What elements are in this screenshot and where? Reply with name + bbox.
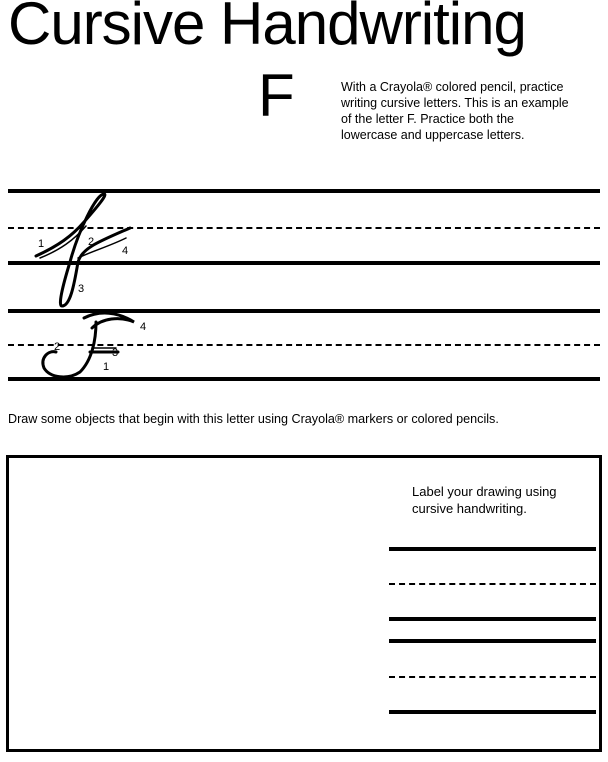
label-writing-line <box>389 547 596 551</box>
intro-line: lowercase and uppercase letters. <box>341 128 525 142</box>
page-title: Cursive Handwriting <box>8 0 526 57</box>
drawing-area[interactable] <box>6 455 602 752</box>
stroke-number: 4 <box>122 245 129 257</box>
label-instruction-line: Label your drawing using <box>412 484 557 499</box>
stroke-number: 1 <box>38 238 45 250</box>
stroke-number: 2 <box>88 236 95 248</box>
label-dashed-line <box>389 676 596 678</box>
intro-line: With a Crayola® colored pencil, practice <box>341 80 564 94</box>
drawing-instruction: Draw some objects that begin with this letter using Crayola® markers or colored pencils. <box>8 412 499 426</box>
featured-letter: F <box>258 62 295 129</box>
intro-line: of the letter F. Practice both the <box>341 112 515 126</box>
stroke-number: 3 <box>78 283 85 295</box>
label-writing-line <box>389 617 596 621</box>
label-dashed-line <box>389 583 596 585</box>
label-instruction <box>412 483 602 517</box>
label-instruction-line: cursive handwriting. <box>412 501 527 516</box>
stroke-number: 4 <box>140 321 147 333</box>
stroke-number: 1 <box>103 361 110 373</box>
stroke-number: 3 <box>112 347 119 359</box>
label-writing-line <box>389 710 596 714</box>
intro-line: writing cursive letters. This is an example <box>341 96 569 110</box>
stroke-number: 2 <box>54 341 61 353</box>
label-writing-line <box>389 639 596 643</box>
